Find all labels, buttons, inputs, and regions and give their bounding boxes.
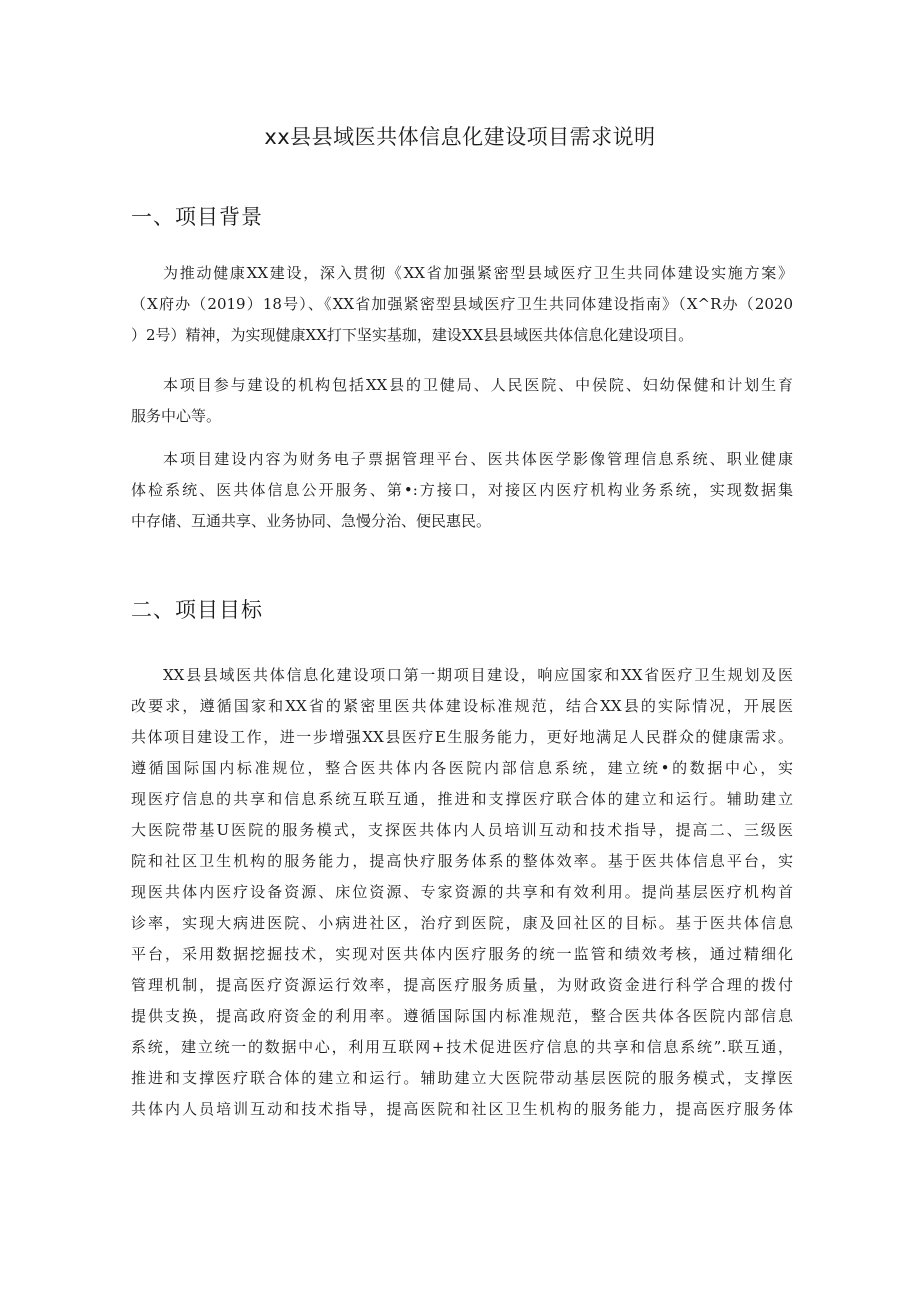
text-line: 为推动健康XX建设，深入贯彻《XX省加强紧密型县域医疗卫生共同体建设实施方案》	[163, 264, 793, 282]
text-line: 改要求，遵循国家和XX省的紧密里医共体建设标准规范，结合XX县的实际情况，开展医	[131, 697, 793, 715]
text-line: 大医院带基U医院的服务模式，支探医共体内人员培训互动和技术指导，提高二、三级医	[131, 821, 793, 839]
document-title: xx县县域医共体信息化建设项目需求说明	[264, 125, 656, 149]
text-line: 现医共体内医疗设备资源、床位资源、专家资源的共享和有效利用。提尚基层医疗机构首	[131, 883, 793, 901]
paragraph-goals-1	[131, 660, 793, 1125]
section-heading-goals: 二、项目目标	[131, 598, 263, 622]
text-line: 诊率，实现大病进医院、小病进社区，治疗到医院，康及回社区的目标。基于医共体信息	[131, 914, 793, 932]
text-line: 服务中心等。	[131, 407, 222, 425]
text-line: 本项目建设内容为财务电子票据管理平台、医共体医学影像管理信息系统、职业健康	[163, 450, 793, 468]
text-line: 系统，建立统一的数据中心，利用互联网+技术促进医疗信息的共享和信息系统”.联互通，	[131, 1038, 793, 1056]
text-line: 现医疗信息的共享和信息系统互联互通，推进和支撑医疗联合体的建立和运行。辅助建立	[131, 790, 793, 808]
text-line: 平台，采用数据挖掘技术，实现对医共体内医疗服务的统一监管和绩效考核，通过精细化	[131, 945, 793, 963]
section-heading-background: 一、项目背景	[131, 205, 263, 229]
text-line: 管理机制，提高医疗资源运行效率，提高医疗服务质量，为财政资金进行科学合理的拨付	[131, 976, 793, 994]
text-line: 本项目参与建设的机构包括XX县的卫健局、人民医院、中侯院、妇幼保健和计划生育	[163, 376, 793, 394]
text-line: 提供支换，提高政府资金的利用率。遵循国际国内标准规范，整合医共体各医院内部信息	[131, 1007, 793, 1025]
text-line: 体检系统、医共体信息公开服务、第•:方接口，对接区内医疗机构业务系统，实现数据集	[131, 481, 793, 499]
text-line: ）2号）精神，为实现健康XX打下坚实基珈，建设XX县县域医共体信息化建设项目。	[131, 326, 694, 344]
text-line: （X府办（2019）18号）、《XX省加强紧密型县域医疗卫生共同体建设指南》（X^R办（2020	[131, 295, 793, 313]
paragraph-background-3	[131, 444, 793, 537]
text-line: 遵循国际国内标准规位，整合医共体内各医院内部信息系统，建立统•的数据中心，实	[131, 759, 793, 777]
paragraph-background-1	[131, 258, 793, 351]
text-line: 推进和支撑医疗联合体的建立和运行。辅助建立大医院带动基层医院的服务模式，支撑医	[131, 1069, 793, 1087]
text-line: XX县县域医共体信息化建设项口第一期项目建设，响应国家和XX省医疗卫生规划及医	[163, 666, 793, 684]
text-line: 中存储、互通共享、业务协同、急慢分治、便民惠民。	[131, 512, 492, 530]
paragraph-background-2	[131, 370, 793, 432]
text-line: 共体项目建设工作，进一步增强XX县医疗E生服务能力，更好地满足人民群众的健康需求。	[131, 728, 793, 746]
text-line: 共体内人员培训互动和技术指导，提高医院和社区卫生机构的服务能力，提高医疗服务体	[131, 1100, 793, 1118]
text-line: 院和社区卫生机构的服务能力，提高快疗服务体系的整体效率。基于医共体信息平台，实	[131, 852, 793, 870]
